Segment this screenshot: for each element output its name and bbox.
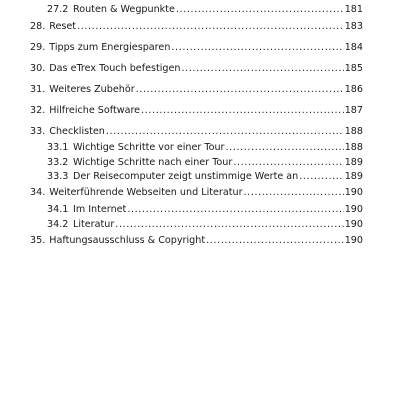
toc-number: 33. <box>30 126 46 137</box>
toc-page: 190 <box>344 219 363 230</box>
dot-leader <box>226 142 344 154</box>
dot-leader <box>141 105 344 117</box>
toc-number: 29. <box>30 42 46 53</box>
toc-entry-34-1[interactable] <box>47 204 363 216</box>
toc-title: Weiterführende Webseiten und Literatur <box>49 187 243 198</box>
toc-number: 34.2 <box>47 219 69 230</box>
dot-leader <box>206 235 344 247</box>
toc-title: Haftungsausschluss & Copyright <box>49 235 206 246</box>
toc-entry-34[interactable] <box>30 187 363 199</box>
dot-leader <box>136 84 344 96</box>
dot-leader <box>244 187 344 199</box>
dot-leader <box>171 42 343 54</box>
toc-title: Das eTrex Touch befestigen <box>49 63 181 74</box>
dot-leader <box>181 63 343 75</box>
toc-entry-28[interactable] <box>30 21 363 33</box>
toc-number: 34.1 <box>47 204 69 215</box>
toc-entry-31[interactable] <box>30 84 363 96</box>
toc-entry-33-1[interactable] <box>47 142 363 154</box>
toc-number: 30. <box>30 63 46 74</box>
toc-page: 187 <box>344 105 363 116</box>
toc-number: 28. <box>30 21 46 32</box>
dot-leader <box>127 204 343 216</box>
toc-title: Hilfreiche Software <box>49 105 141 116</box>
dot-leader <box>176 4 344 16</box>
toc-page: 184 <box>344 42 363 53</box>
dot-leader <box>77 21 344 33</box>
toc-title: Weiteres Zubehör <box>49 84 135 95</box>
toc-page: 183 <box>344 21 363 32</box>
toc-page: 185 <box>344 63 363 74</box>
toc-title: Wichtige Schritte vor einer Tour <box>73 142 225 153</box>
toc-number: 33.2 <box>47 157 69 168</box>
toc-entry-33-3[interactable] <box>47 171 363 183</box>
toc-page: 190 <box>344 204 363 215</box>
toc-title: Wichtige Schritte nach einer Tour <box>73 157 233 168</box>
toc-number: 31. <box>30 84 46 95</box>
toc-number: 27.2 <box>47 4 69 15</box>
toc-number: 32. <box>30 105 46 116</box>
toc-title: Im Internet <box>73 204 127 215</box>
toc-number: 33.3 <box>47 171 69 182</box>
toc-entry-35[interactable] <box>30 235 363 247</box>
toc-page: 186 <box>344 84 363 95</box>
toc-title: Checklisten <box>49 126 105 137</box>
toc-page: 188 <box>344 126 363 137</box>
toc-page: 188 <box>344 142 363 153</box>
toc-entry-29[interactable] <box>30 42 363 54</box>
toc-title: Literatur <box>73 219 115 230</box>
dot-leader <box>115 219 343 231</box>
toc-number: 34. <box>30 187 46 198</box>
toc-entry-30[interactable] <box>30 63 363 75</box>
toc-title: Routen & Wegpunkte <box>73 4 175 15</box>
toc-page: 181 <box>344 4 363 15</box>
toc-entry-34-2[interactable] <box>47 219 363 231</box>
dot-leader <box>233 157 343 169</box>
toc-entry-33-2[interactable] <box>47 157 363 169</box>
toc-page: 189 <box>344 157 363 168</box>
toc-number: 33.1 <box>47 142 69 153</box>
dot-leader <box>299 171 343 183</box>
dot-leader <box>106 126 344 138</box>
toc-number: 35. <box>30 235 46 246</box>
toc-page: 190 <box>344 187 363 198</box>
toc-title: Reset <box>49 21 77 32</box>
toc-entry-33[interactable] <box>30 126 363 138</box>
toc-title: Der Reisecomputer zeigt unstimmige Werte an <box>73 171 299 182</box>
toc-title: Tipps zum Energiesparen <box>49 42 171 53</box>
toc-entry-27-2[interactable] <box>47 4 363 16</box>
toc-page: 189 <box>344 171 363 182</box>
toc-entry-32[interactable] <box>30 105 363 117</box>
toc-page: 190 <box>344 235 363 246</box>
